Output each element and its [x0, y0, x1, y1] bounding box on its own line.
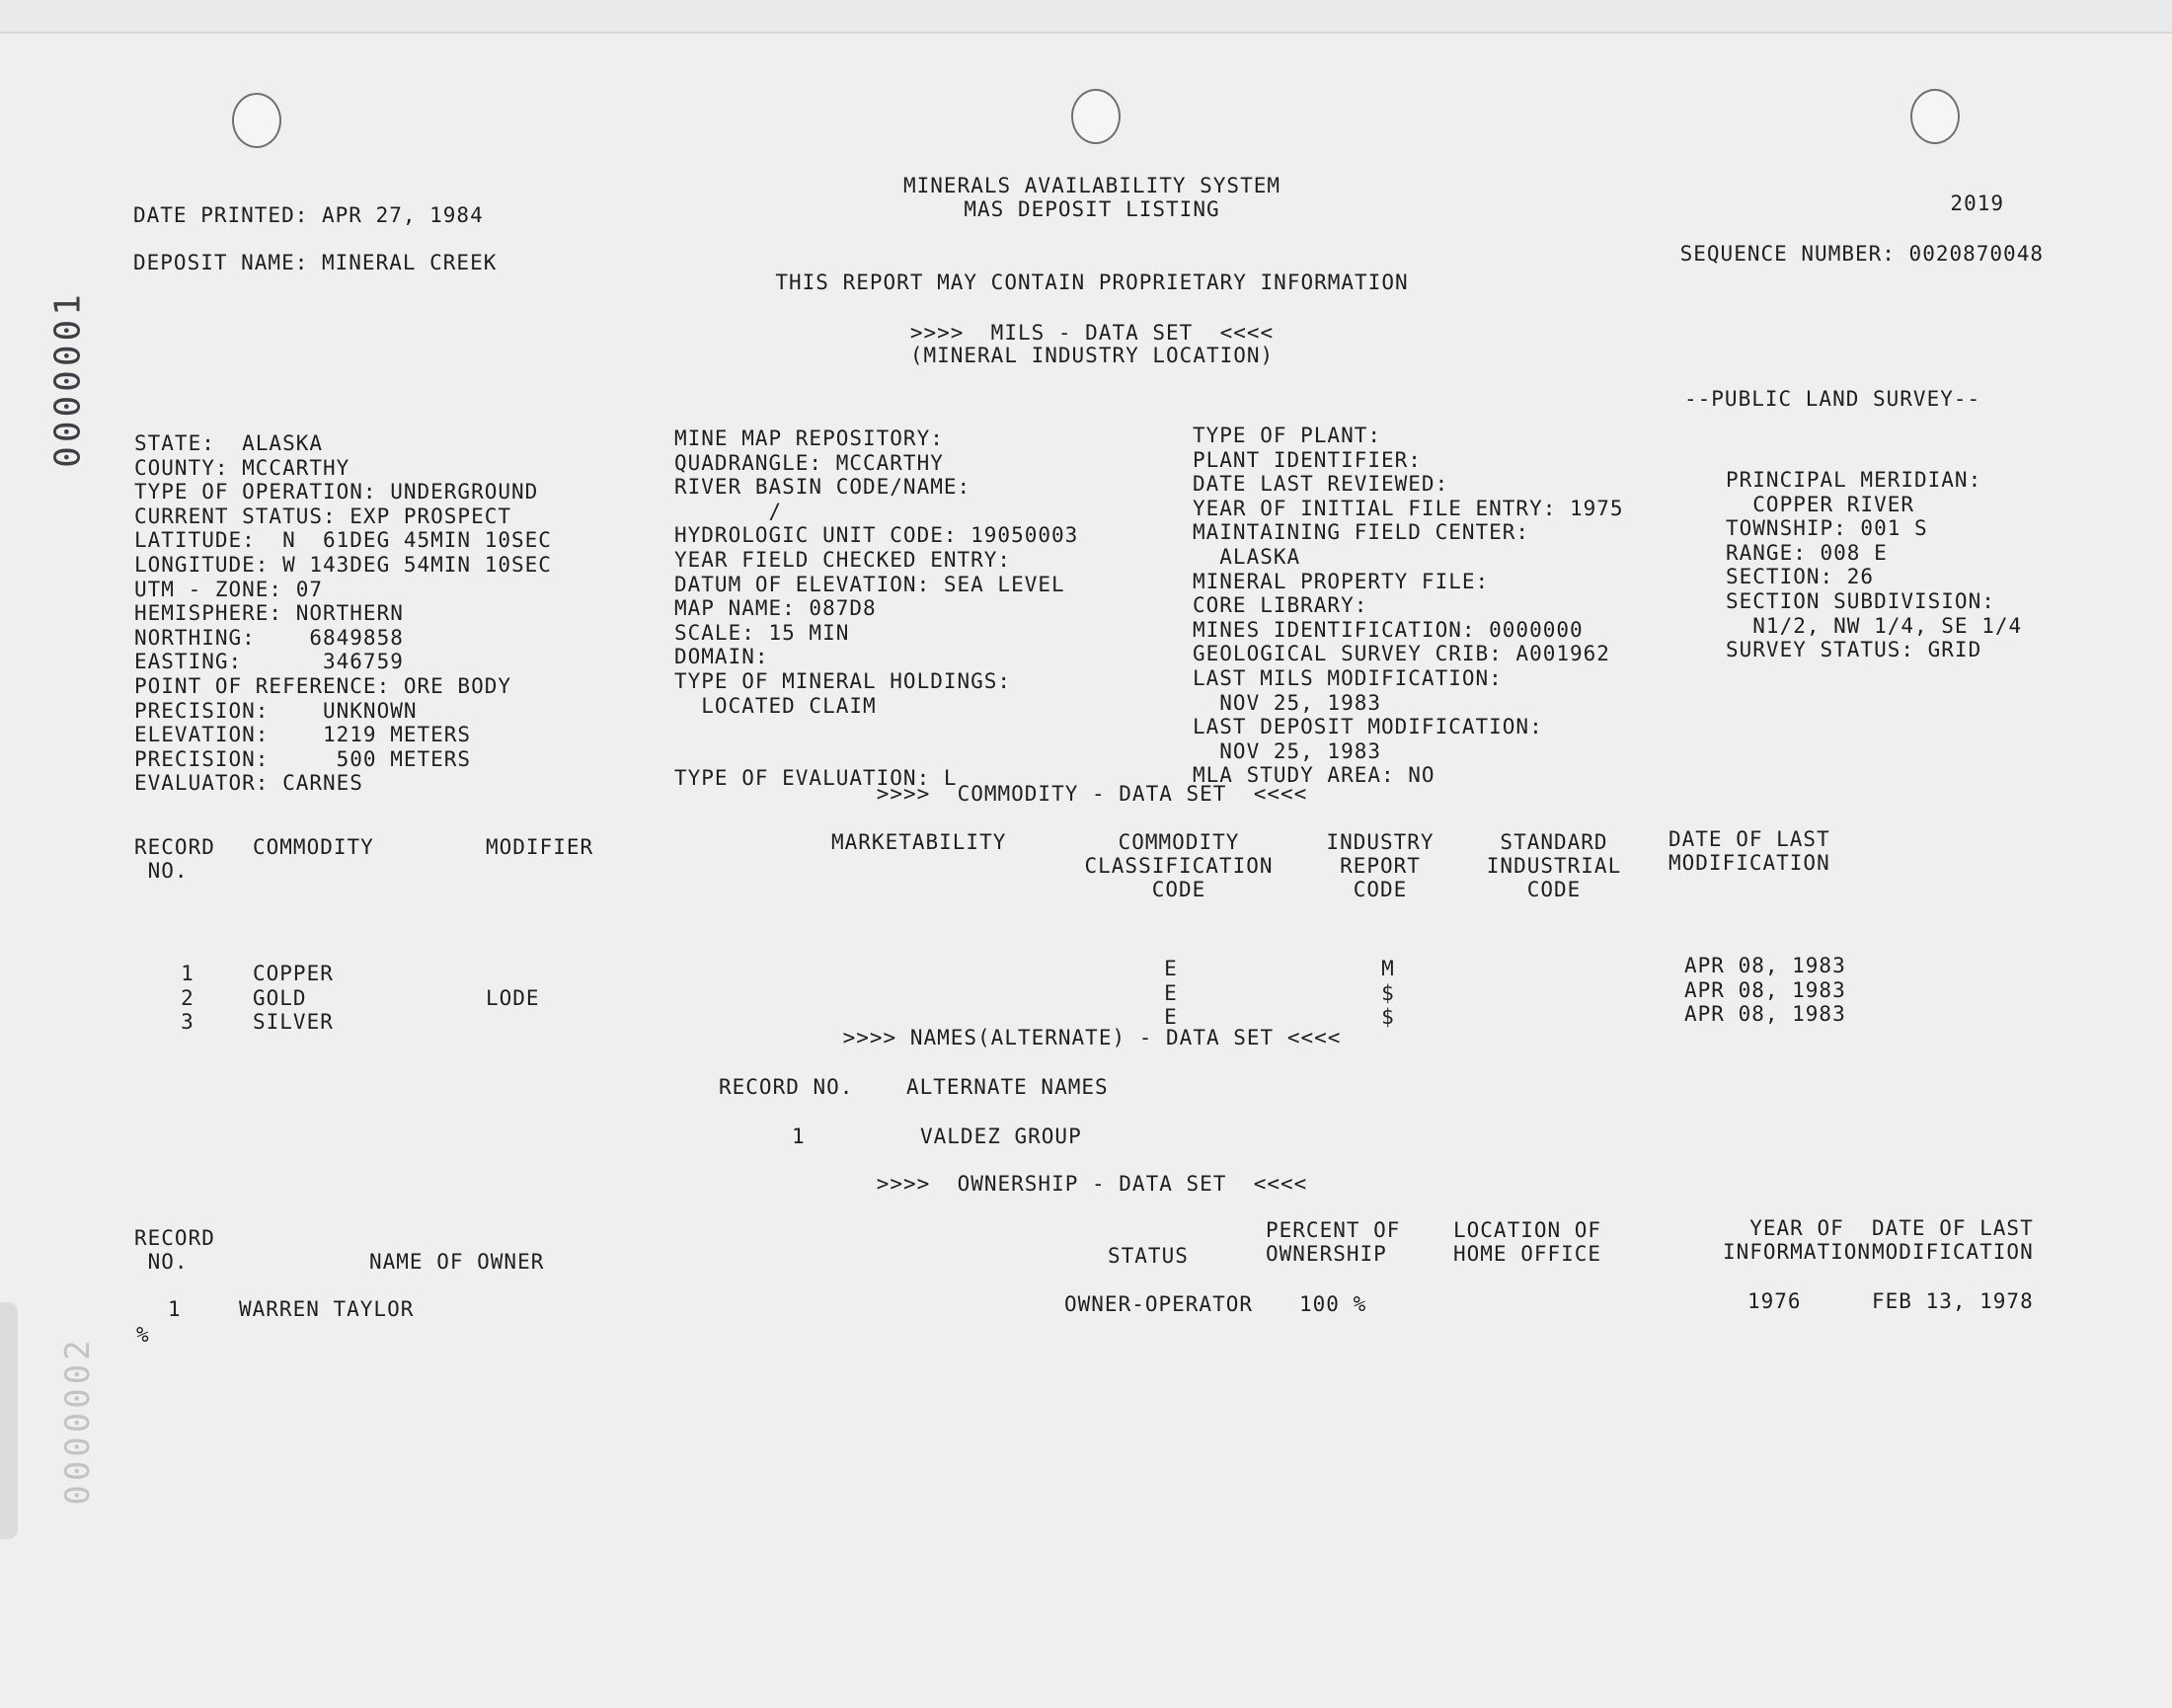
- report-page: [0, 32, 2172, 1708]
- mils-plant-line: DATE LAST REVIEWED:: [1193, 472, 1449, 497]
- mils-location-line: PRECISION: UNKNOWN: [134, 698, 418, 723]
- mils-location-line: POINT OF REFERENCE: ORE BODY: [134, 674, 512, 698]
- commodity-modifier: LODE: [486, 985, 540, 1010]
- commodity-record: 2: [181, 985, 194, 1010]
- commodity-record: 3: [181, 1010, 194, 1034]
- commodity-header-sic: STANDARD INDUSTRIAL CODE: [1486, 830, 1622, 901]
- mils-subheading: (MINERAL INDUSTRY LOCATION): [909, 344, 1275, 367]
- commodity-name: SILVER: [253, 1010, 334, 1034]
- mils-location-line: EASTING: 346759: [134, 650, 404, 674]
- commodity-header-classification: COMMODITY CLASSIFICATION CODE: [1084, 830, 1274, 901]
- mils-plant-line: GEOLOGICAL SURVEY CRIB: A001962: [1193, 642, 1610, 666]
- footer-mark: %: [136, 1323, 150, 1347]
- mils-location-line: NORTHING: 6849858: [134, 625, 404, 650]
- commodity-heading: >>>> COMMODITY - DATA SET <<<<: [876, 782, 1308, 806]
- mils-plant-line: MINES IDENTIFICATION: 0000000: [1193, 617, 1584, 642]
- mils-map-line: MAP NAME: 087D8: [674, 596, 877, 621]
- ownership-header-year: YEAR OF INFORMATION: [1722, 1216, 1872, 1264]
- mils-survey-line: RANGE: 008 E: [1726, 540, 1888, 565]
- ownership-header-record: RECORD NO.: [134, 1226, 215, 1274]
- ownership-header-location: LOCATION OF HOME OFFICE: [1453, 1218, 1602, 1266]
- mils-survey-line: PRINCIPAL MERIDIAN:: [1726, 468, 1982, 492]
- mils-map-line: DOMAIN:: [674, 645, 769, 669]
- mils-location-line: COUNTY: MCCARTHY: [134, 455, 350, 480]
- mils-survey-line: SURVEY STATUS: GRID: [1726, 638, 1982, 662]
- mils-survey-line: SECTION: 26: [1726, 565, 1875, 589]
- mils-location-line: CURRENT STATUS: EXP PROSPECT: [134, 504, 512, 528]
- mils-plant-line: TYPE OF PLANT:: [1193, 424, 1382, 447]
- public-land-survey-heading: --PUBLIC LAND SURVEY--: [1684, 387, 1981, 411]
- mils-map-line: SCALE: 15 MIN: [674, 620, 850, 645]
- mils-plant-line: LAST DEPOSIT MODIFICATION:: [1193, 715, 1543, 739]
- mils-plant-line: MINERAL PROPERTY FILE:: [1193, 569, 1490, 593]
- mils-plant-line: PLANT IDENTIFIER:: [1193, 447, 1422, 472]
- mils-map-line: MINE MAP REPOSITORY:: [674, 427, 944, 450]
- mils-heading: >>>> MILS - DATA SET <<<<: [909, 321, 1275, 345]
- binder-edge: [0, 1302, 18, 1539]
- commodity-header-date: DATE OF LAST MODIFICATION: [1668, 827, 1830, 875]
- ownership-row-date: FEB 13, 1978: [1872, 1289, 2034, 1313]
- mils-location-line: TYPE OF OPERATION: UNDERGROUND: [134, 480, 539, 505]
- date-printed: DATE PRINTED: APR 27, 1984: [133, 203, 484, 227]
- punch-hole-center: [1071, 89, 1121, 144]
- commodity-class-code: E: [1164, 980, 1178, 1005]
- mils-plant-line: ALASKA: [1193, 545, 1301, 569]
- ownership-row-record: 1: [168, 1297, 182, 1321]
- commodity-industry-code: $: [1381, 1005, 1395, 1029]
- proprietary-notice: THIS REPORT MAY CONTAIN PROPRIETARY INFORMATION: [775, 271, 1409, 294]
- commodity-industry-code: M: [1381, 957, 1395, 980]
- commodity-header-modifier: MODIFIER: [486, 835, 594, 859]
- mils-map-line: HYDROLOGIC UNIT CODE: 19050003: [674, 523, 1079, 548]
- deposit-name: DEPOSIT NAME: MINERAL CREEK: [133, 251, 498, 274]
- sequence-number: SEQUENCE NUMBER: 0020870048: [1679, 242, 2044, 266]
- punch-hole-left: [232, 93, 281, 148]
- mils-survey-line: COPPER RIVER: [1726, 492, 1915, 516]
- mils-location-line: EVALUATOR: CARNES: [134, 771, 363, 796]
- mils-location-line: ELEVATION: 1219 METERS: [134, 723, 472, 747]
- mils-map-line: YEAR FIELD CHECKED ENTRY:: [674, 548, 1012, 572]
- mils-survey-line: SECTION SUBDIVISION:: [1726, 589, 1995, 613]
- mils-survey-line: N1/2, NW 1/4, SE 1/4: [1726, 613, 2023, 638]
- mils-location-line: HEMISPHERE: NORTHERN: [134, 601, 404, 626]
- mils-location-line: STATE: ALASKA: [134, 431, 324, 455]
- commodity-date: APR 08, 1983: [1684, 1002, 1846, 1026]
- mils-plant-line: NOV 25, 1983: [1193, 738, 1382, 763]
- ownership-row-name: WARREN TAYLOR: [239, 1297, 415, 1321]
- mils-map-line: RIVER BASIN CODE/NAME:: [674, 475, 971, 500]
- mils-plant-line: NOV 25, 1983: [1193, 690, 1382, 715]
- ownership-row-year: 1976: [1747, 1289, 1802, 1313]
- commodity-record: 1: [181, 962, 194, 985]
- mils-survey-line: TOWNSHIP: 001 S: [1726, 516, 1928, 541]
- commodity-name: GOLD: [253, 985, 307, 1010]
- mils-location-line: PRECISION: 500 METERS: [134, 746, 472, 771]
- listing-title: MAS DEPOSIT LISTING: [964, 197, 1220, 221]
- mils-plant-line: MLA STUDY AREA: NO: [1193, 763, 1435, 788]
- names-heading: >>>> NAMES(ALTERNATE) - DATA SET <<<<: [842, 1026, 1342, 1049]
- ownership-heading: >>>> OWNERSHIP - DATA SET <<<<: [876, 1172, 1308, 1196]
- page-number: 2019: [1950, 192, 2004, 215]
- mils-location-line: LATITUDE: N 61DEG 45MIN 10SEC: [134, 528, 552, 553]
- commodity-date: APR 08, 1983: [1684, 977, 1846, 1002]
- mils-map-line: TYPE OF MINERAL HOLDINGS:: [674, 669, 1012, 693]
- mils-location-line: LONGITUDE: W 143DEG 54MIN 10SEC: [134, 553, 552, 577]
- names-header-alternate: ALTERNATE NAMES: [906, 1075, 1109, 1099]
- system-title: MINERALS AVAILABILITY SYSTEM: [902, 174, 1281, 197]
- names-header-record: RECORD NO.: [719, 1075, 854, 1099]
- mils-map-line: QUADRANGLE: MCCARTHY: [674, 450, 944, 475]
- commodity-date: APR 08, 1983: [1684, 954, 1846, 977]
- names-row-name: VALDEZ GROUP: [920, 1125, 1082, 1148]
- ownership-header-date: DATE OF LAST MODIFICATION: [1872, 1216, 2034, 1264]
- mils-map-line: TYPE OF EVALUATION: L: [674, 766, 958, 791]
- mils-plant-line: YEAR OF INITIAL FILE ENTRY: 1975: [1193, 496, 1624, 520]
- ownership-row-percent: 100 %: [1299, 1292, 1367, 1316]
- mils-plant-line: CORE LIBRARY:: [1193, 593, 1368, 618]
- commodity-header-industry: INDUSTRY REPORT CODE: [1326, 830, 1435, 901]
- ownership-row-status: OWNER-OPERATOR: [1064, 1292, 1254, 1316]
- commodity-industry-code: $: [1381, 980, 1395, 1005]
- commodity-header-marketability: MARKETABILITY: [831, 830, 1007, 854]
- mils-plant-line: MAINTAINING FIELD CENTER:: [1193, 520, 1530, 545]
- commodity-class-code: E: [1164, 957, 1178, 980]
- mils-map-line: DATUM OF ELEVATION: SEA LEVEL: [674, 572, 1065, 596]
- mils-map-line: /: [674, 499, 783, 523]
- names-row-record: 1: [792, 1125, 806, 1148]
- punch-hole-right: [1910, 89, 1960, 144]
- faded-stamp-number: 0000002: [58, 1336, 98, 1506]
- commodity-header-commodity: COMMODITY: [253, 835, 374, 859]
- mils-plant-line: LAST MILS MODIFICATION:: [1193, 666, 1503, 690]
- side-stamp-number: 0000001: [47, 290, 89, 468]
- commodity-name: COPPER: [253, 962, 334, 985]
- ownership-header-status: STATUS: [1108, 1244, 1189, 1268]
- commodity-header-record: RECORD NO.: [134, 835, 215, 883]
- mils-location-line: UTM - ZONE: 07: [134, 577, 324, 601]
- commodity-class-code: E: [1164, 1005, 1178, 1029]
- ownership-header-percent: PERCENT OF OWNERSHIP: [1266, 1218, 1401, 1266]
- mils-map-line: LOCATED CLAIM: [674, 693, 877, 718]
- ownership-header-name: NAME OF OWNER: [369, 1250, 545, 1274]
